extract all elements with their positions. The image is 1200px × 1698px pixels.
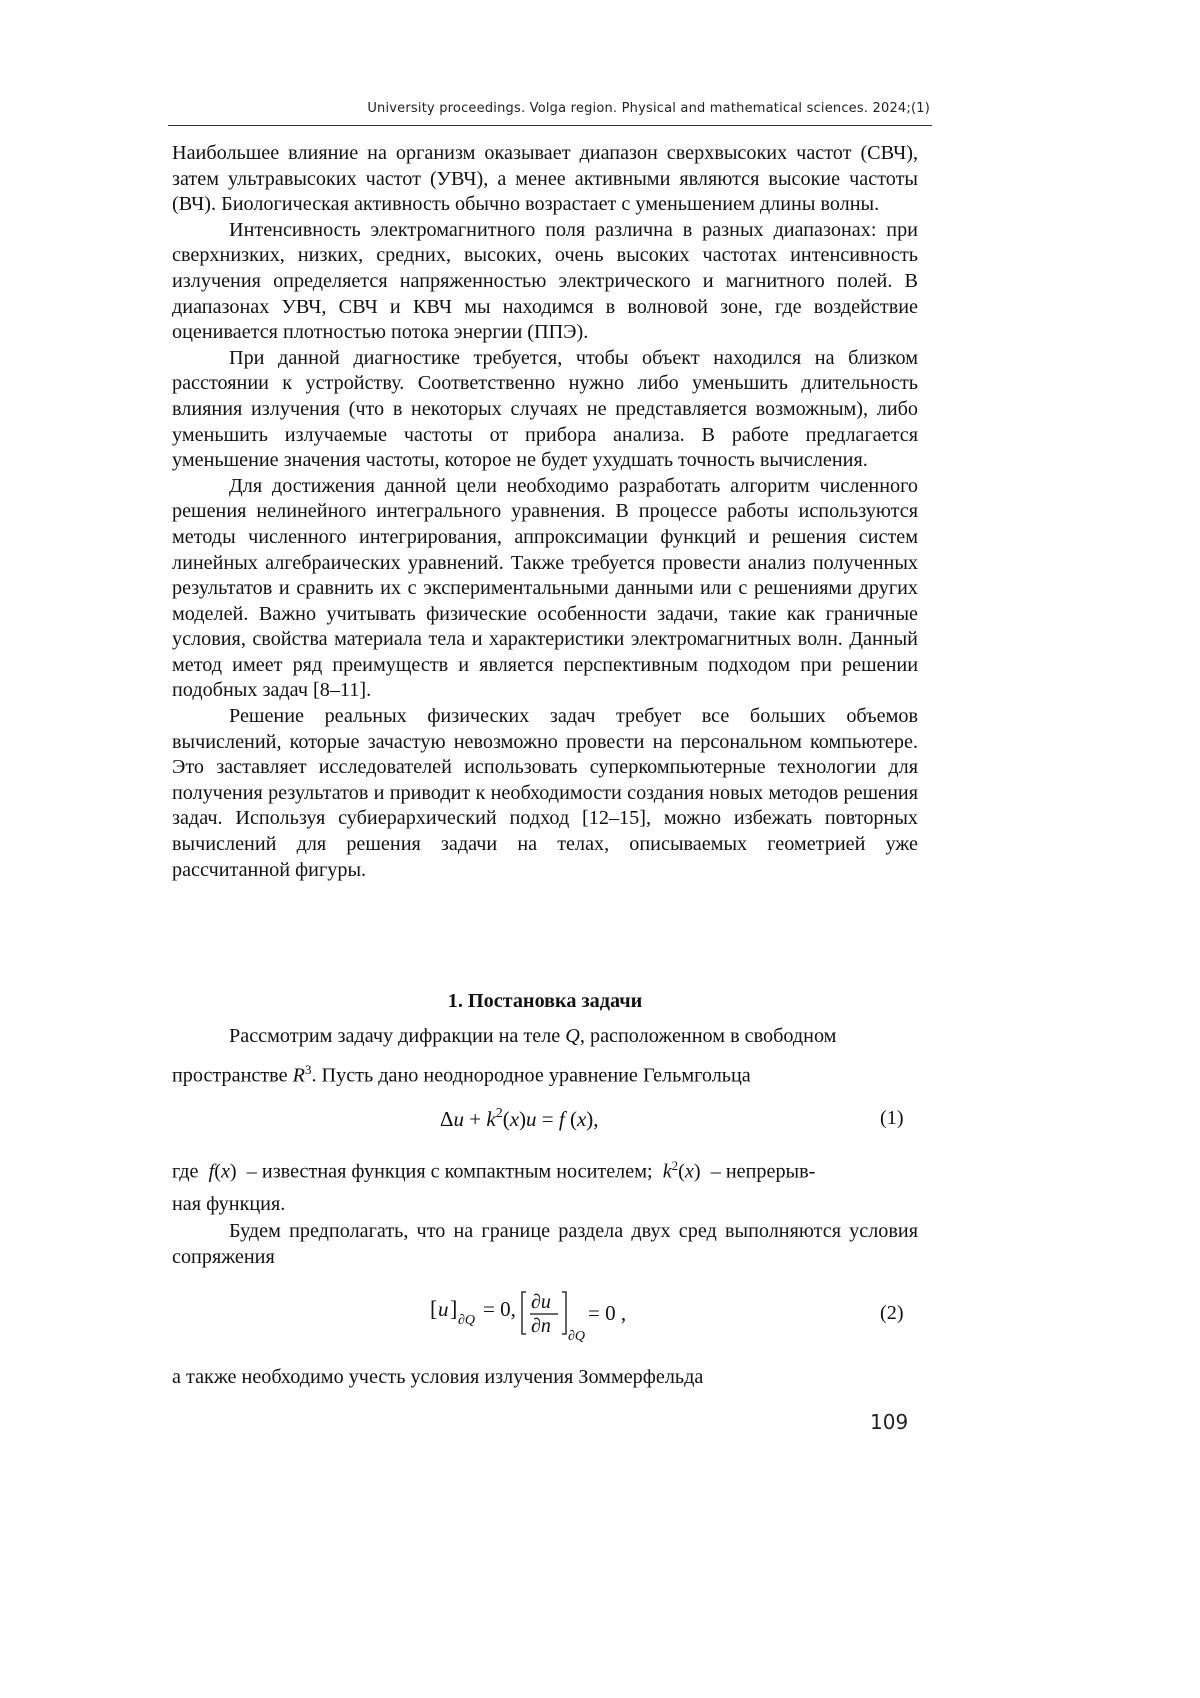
problem-intro-line1: Рассмотрим задачу дифракции на теле Q, расположенном в свободном	[229, 1025, 837, 1047]
problem-intro-line2: пространстве $R^3$. Пусть дано неоднородное уравнение Гельмгольца	[172, 1062, 751, 1087]
equation-helmholtz	[440, 1098, 660, 1138]
svg-text:= 0 ,: = 0 ,	[588, 1301, 627, 1325]
section-title: 1. Постановка задачи	[447, 990, 643, 1012]
svg-text:= 0,: = 0,	[483, 1297, 516, 1321]
paragraph: Наибольшее влияние на организм оказывает диапазон сверхвысоких частот (СВЧ), затем ультравысоких частот (УВЧ), а менее активными являются высокие частоты (ВЧ). Биологическая активность обычно возрастает с уменьшением длины волны.	[172, 142, 918, 216]
svg-text:∂Q: ∂Q	[568, 1329, 586, 1344]
assume-paragraph: Будем предполагать, что на границе раздела двух сред выполняются условия сопряжения	[172, 1220, 918, 1268]
svg-text:∂u: ∂u	[531, 1291, 551, 1313]
where-line2: ная функция.	[172, 1193, 286, 1215]
svg-text:]: ]	[450, 1296, 458, 1321]
paragraph: Решение реальных физических задач требует все больших объемов вычислений, которые зачастую невозможно провести на персональном компьютере. Это заставляет исследователей использовать суперкомпьютерные технологии для получения результатов и приводит к необходимости создания новых методов решения задач. Используя субиерархический подход [12–15], можно избежать повторных вычислений для решения задачи на телах, описываемых геометрией уже рассчитанной фигуры.	[172, 705, 918, 881]
header-rule	[168, 125, 932, 126]
equation-number: (2)	[880, 1302, 904, 1324]
closing-line: а также необходимо учесть условия излучения Зоммерфельда	[172, 1366, 704, 1388]
paragraph: Интенсивность электромагнитного поля различна в разных диапазонах: при сверхнизких, низких, средних, высоких, очень высоких частотах интенсивность излучения определяется напряженностью электрического и магнитного полей. В диапазонах УВЧ, СВЧ и КВЧ мы находимся в волновой зоне, где воздействие оценивается плотностью потока энергии (ППЭ).	[172, 218, 918, 344]
paragraph: Для достижения данной цели необходимо разработать алгоритм численного решения нелинейного интегрального уравнения. В процессе работы используются методы численного интегрирования, аппроксимации функций и решения систем линейных алгебраических уравнений. Также требуется провести анализ полученных результатов и сравнить их с экспериментальными данными или с решениями других моделей. Важно учитывать физические особенности задачи, такие как граничные условия, свойства материала тела и характеристики электромагнитных волн. Данный метод имеет ряд преимуществ и является перспективным подходом при решении подобных задач [8–11].	[172, 474, 918, 702]
body-text	[172, 141, 918, 883]
svg-text:[: [	[430, 1296, 438, 1321]
running-header: University proceedings. Volga region. Physical and mathematical sciences. 2024;(1)	[367, 101, 930, 116]
paragraph: При данной диагностике требуется, чтобы объект находился на близком расстоянии к устройству. Соответственно нужно либо уменьшить длительность влияния излучения (что в некоторых случаях не представляется возможным), либо уменьшить излучаемые частоты от прибора анализа. В работе предлагается уменьшение значения частоты, которое не будет ухудшать точность вычисления.	[172, 346, 918, 472]
page-number: 109	[870, 1410, 909, 1434]
equation-number: (1)	[880, 1107, 904, 1129]
svg-text:∂Q: ∂Q	[458, 1313, 476, 1328]
svg-text:∂n: ∂n	[531, 1315, 551, 1337]
where-line: где f(x) – известная функция с компактным носителем; $k^2(x)$ – непрерыв-	[172, 1158, 816, 1183]
equation-conjugation	[430, 1278, 670, 1348]
svg-text:u: u	[438, 1297, 449, 1321]
svg-text:Δu + k2(x)u = f (x),: $\Delta u + k^2(x)u = f$ (x),	[440, 1106, 599, 1131]
